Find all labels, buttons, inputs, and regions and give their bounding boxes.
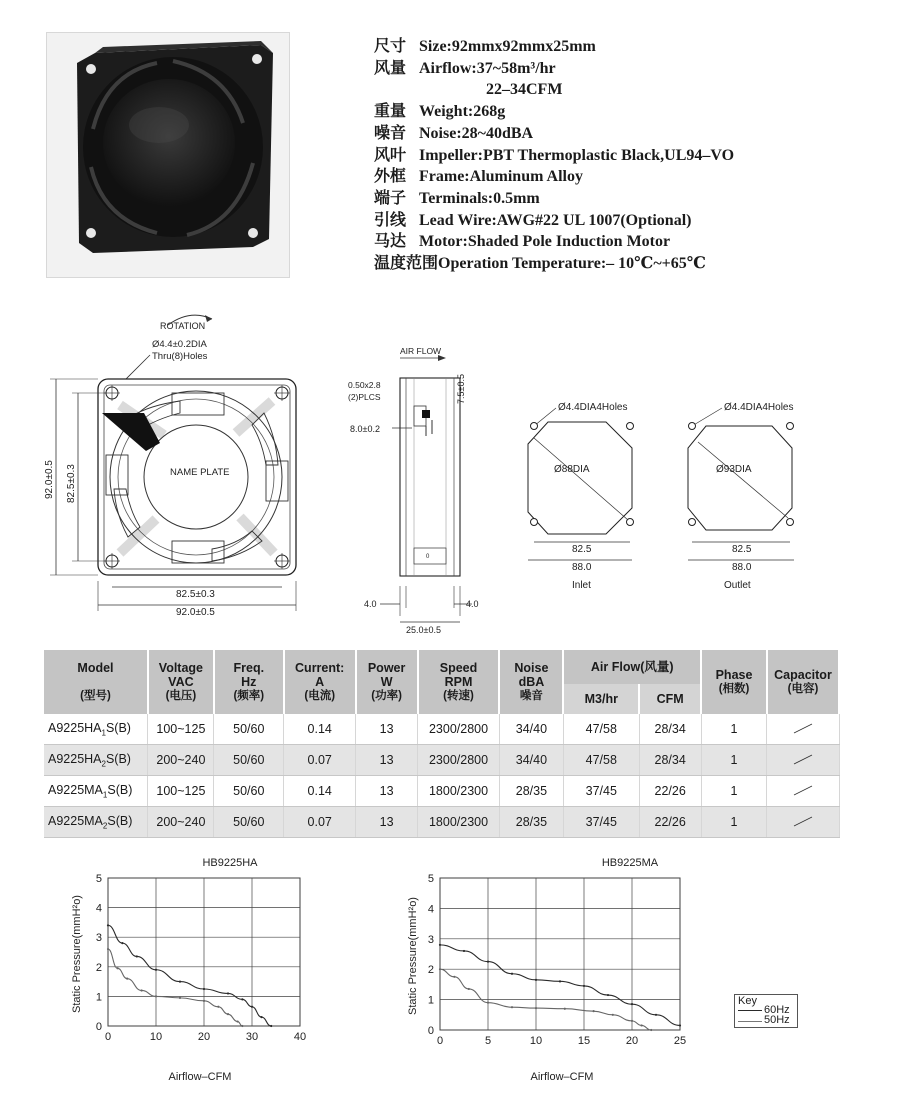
inlet-label: Inlet xyxy=(572,580,591,591)
data-point xyxy=(155,995,157,997)
cell-current: 0.07 xyxy=(284,745,356,776)
cell-m3hr: 37/45 xyxy=(563,807,639,838)
data-point xyxy=(155,969,157,971)
cell-cfm: 22/26 xyxy=(639,807,701,838)
y-tick-label: 4 xyxy=(95,902,102,915)
legend-title: Key xyxy=(738,995,757,1007)
inlet-88-label: 88.0 xyxy=(572,562,592,573)
cell-current: 0.14 xyxy=(284,714,356,745)
cell-noise: 34/40 xyxy=(499,714,563,745)
data-point xyxy=(655,1014,657,1016)
data-point xyxy=(270,1025,272,1027)
header-airflow: Air Flow(风量) xyxy=(563,650,701,684)
spec-temperature: 温度范围Operation Temperature:– 10℃~+65℃ xyxy=(374,255,706,273)
y-tick-label: 0 xyxy=(427,1025,434,1037)
cell-cfm: 28/34 xyxy=(639,714,701,745)
spec-frame: 外框 Frame:Aluminum Alloy xyxy=(374,168,583,186)
data-point xyxy=(251,1006,253,1008)
dim-75: 7.5±0.5 xyxy=(456,374,466,404)
svg-text:0: 0 xyxy=(426,554,430,560)
cell-phase: 1 xyxy=(701,714,767,745)
data-point xyxy=(453,976,455,978)
cell-model: $A9225HA_2S(B)$ xyxy=(44,745,148,776)
cell-phase: 1 xyxy=(701,776,767,807)
chart-title: HB9225HA xyxy=(202,857,258,869)
y-tick-label: 0 xyxy=(95,1021,102,1033)
cell-current: 0.14 xyxy=(284,776,356,807)
data-point xyxy=(241,998,243,1000)
dim-825-horizontal: 82.5±0.3 xyxy=(176,589,215,600)
cell-speed: 2300/2800 xyxy=(418,745,500,776)
chart-hb9225ha xyxy=(60,850,320,1086)
y-tick-label: 5 xyxy=(95,873,102,885)
data-point xyxy=(203,1000,205,1002)
header-power: Power W (功率) xyxy=(356,650,418,714)
y-tick-label: 3 xyxy=(95,932,102,945)
data-point xyxy=(203,988,205,990)
table-row xyxy=(44,745,839,776)
cell-phase: 1 xyxy=(701,807,767,838)
y-tick-label: 5 xyxy=(427,873,434,885)
legend-swatch-60hz xyxy=(738,1010,762,1011)
series-line-60hz xyxy=(440,945,680,1026)
spec-terminals: 端子 Terminals:0.5mm xyxy=(374,189,540,207)
header-noise: Noise dBA 噪音 xyxy=(499,650,563,714)
data-point xyxy=(237,1020,239,1022)
data-point xyxy=(511,1006,513,1008)
spec-noise: 噪音 Noise:28~40dBA xyxy=(374,124,534,142)
data-point xyxy=(141,989,143,991)
x-tick-label: 15 xyxy=(577,1035,591,1047)
terminal-spec-1: 0.50x2.8 xyxy=(348,380,381,390)
cell-speed: 2300/2800 xyxy=(418,714,500,745)
cell-power: 13 xyxy=(356,776,418,807)
data-point xyxy=(583,985,585,987)
data-point xyxy=(607,994,609,996)
cell-m3hr: 47/58 xyxy=(563,714,639,745)
data-point xyxy=(241,1025,243,1027)
cell-m3hr: 47/58 xyxy=(563,745,639,776)
spec-list xyxy=(374,36,874,275)
data-point xyxy=(564,1008,566,1010)
cell-m3hr: 37/45 xyxy=(563,776,639,807)
data-point xyxy=(107,924,109,926)
cell-speed: 1800/2300 xyxy=(418,807,500,838)
cell-voltage: 200~240 xyxy=(148,807,214,838)
x-tick-label: 20 xyxy=(197,1031,211,1043)
data-point xyxy=(117,967,119,969)
front-view-drawing xyxy=(40,305,320,625)
plot-frame xyxy=(440,878,680,1030)
data-point xyxy=(679,1024,681,1026)
rotation-label: ROTATION xyxy=(160,321,206,331)
header-m3hr: M3/hr xyxy=(563,684,639,714)
data-point xyxy=(463,950,465,952)
dash-icon xyxy=(792,815,814,827)
data-point xyxy=(511,973,513,975)
cell-freq: 50/60 xyxy=(214,776,284,807)
side-view-drawing xyxy=(340,340,500,640)
cell-model: $A9225MA_1S(B)$ xyxy=(44,776,148,807)
table-row xyxy=(44,807,839,838)
cell-freq: 50/60 xyxy=(214,714,284,745)
inlet-outlet-drawing xyxy=(510,392,830,602)
outlet-88-label: 88.0 xyxy=(732,562,752,573)
product-photo xyxy=(46,32,290,278)
chart-legend xyxy=(734,994,798,1028)
data-point xyxy=(121,942,123,944)
dash-icon xyxy=(792,784,814,796)
y-tick-label: 2 xyxy=(95,961,102,974)
chart-xlabel: Airflow–CFM xyxy=(168,1071,232,1083)
name-plate-label: NAME PLATE xyxy=(170,467,230,478)
hole-note-line2: Thru(8)Holes xyxy=(152,351,208,362)
x-tick-label: 10 xyxy=(529,1035,543,1047)
outlet-holes-label: Ø4.4DIA4Holes xyxy=(724,402,794,413)
data-point xyxy=(593,1010,595,1012)
header-current: Current: A (电流) xyxy=(284,650,356,714)
x-tick-label: 10 xyxy=(149,1031,163,1043)
cell-capacitor xyxy=(767,745,839,776)
cell-phase: 1 xyxy=(701,745,767,776)
table-row xyxy=(44,776,839,807)
data-point xyxy=(641,1024,643,1026)
data-point xyxy=(535,979,537,981)
cell-cfm: 22/26 xyxy=(639,776,701,807)
chart-xlabel: Airflow–CFM xyxy=(530,1071,594,1083)
y-tick-label: 1 xyxy=(95,991,102,1004)
dim-92-horizontal: 92.0±0.5 xyxy=(176,607,215,618)
data-point xyxy=(179,997,181,999)
cell-cfm: 28/34 xyxy=(639,745,701,776)
spec-table xyxy=(44,650,840,838)
cell-capacitor xyxy=(767,807,839,838)
spec-lead-wire: 引线 Lead Wire:AWG#22 UL 1007(Optional) xyxy=(374,211,692,229)
cell-model: $A9225HA_1S(B)$ xyxy=(44,714,148,745)
data-point xyxy=(631,1003,633,1005)
spec-impeller: 风叶 Impeller:PBT Thermoplastic Black,UL94–VO xyxy=(374,146,735,164)
header-freq: Freq. Hz (频率) xyxy=(214,650,284,714)
header-model: Model (型号) xyxy=(44,650,148,714)
air-flow-label: AIR FLOW xyxy=(400,346,442,356)
inlet-dia-label: Ø88DIA xyxy=(554,464,590,475)
y-tick-label: 2 xyxy=(427,964,434,977)
cell-freq: 50/60 xyxy=(214,745,284,776)
data-point xyxy=(439,944,441,946)
data-point xyxy=(650,1029,652,1031)
spec-airflow: 风量 Airflow:37~58m³/hr xyxy=(374,59,556,77)
cell-power: 13 xyxy=(356,807,418,838)
spec-weight: 重量 Weight:268g xyxy=(374,103,506,121)
cell-speed: 1800/2300 xyxy=(418,776,500,807)
data-point xyxy=(559,980,561,982)
dim-4-right: 4.0 xyxy=(466,599,479,609)
spec-airflow-cfm: 22–34CFM xyxy=(486,81,563,99)
data-point xyxy=(217,1006,219,1008)
header-voltage: Voltage VAC (电压) xyxy=(148,650,214,714)
cell-current: 0.07 xyxy=(284,807,356,838)
spec-motor: 马达 Motor:Shaded Pole Induction Motor xyxy=(374,233,671,251)
inlet-825-label: 82.5 xyxy=(572,544,592,555)
data-point xyxy=(487,961,489,963)
dash-icon xyxy=(792,722,814,734)
cell-voltage: 100~125 xyxy=(148,714,214,745)
legend-label-50hz: 50Hz xyxy=(764,1014,790,1026)
header-phase: Phase (相数) xyxy=(701,650,767,714)
x-tick-label: 5 xyxy=(484,1035,492,1047)
x-tick-label: 25 xyxy=(673,1035,687,1047)
dim-825-vertical: 82.5±0.3 xyxy=(66,464,77,503)
chart-ylabel: Static Pressure(mmH²o) xyxy=(71,895,83,1013)
dim-25: 25.0±0.5 xyxy=(406,625,441,635)
series-line-60hz xyxy=(108,925,271,1026)
cell-freq: 50/60 xyxy=(214,807,284,838)
cell-voltage: 200~240 xyxy=(148,745,214,776)
x-tick-label: 0 xyxy=(436,1035,444,1047)
data-point xyxy=(612,1014,614,1016)
y-tick-label: 1 xyxy=(427,994,434,1007)
cell-power: 13 xyxy=(356,714,418,745)
legend-swatch-50hz xyxy=(738,1021,762,1022)
data-point xyxy=(261,1016,263,1018)
series-line-50hz xyxy=(108,949,242,1026)
fan-photo-graphic xyxy=(47,33,289,277)
data-point xyxy=(136,955,138,957)
hole-note-line1: Ø4.4±0.2DIA xyxy=(152,339,207,350)
cell-noise: 28/35 xyxy=(499,807,563,838)
header-capacitor: Capacitor (电容) xyxy=(767,650,839,714)
data-point xyxy=(631,1020,633,1022)
dash-icon xyxy=(792,753,814,765)
dim-8: 8.0±0.2 xyxy=(350,424,380,434)
data-point xyxy=(535,1007,537,1009)
terminal-spec-2: (2)PLCS xyxy=(348,392,381,402)
header-cfm: CFM xyxy=(639,684,701,714)
spec-size: 尺寸 Size:92mmx92mmx25mm xyxy=(374,38,596,55)
x-tick-label: 20 xyxy=(625,1035,639,1047)
legend-label-60hz: 60Hz xyxy=(764,1004,790,1016)
data-point xyxy=(227,1013,229,1015)
header-speed: Speed RPM (转速) xyxy=(418,650,500,714)
cell-noise: 34/40 xyxy=(499,745,563,776)
y-tick-label: 3 xyxy=(427,933,434,946)
cell-noise: 28/35 xyxy=(499,776,563,807)
cell-model: $A9225MA_2S(B)$ xyxy=(44,807,148,838)
data-point xyxy=(487,1002,489,1004)
x-tick-label: 40 xyxy=(293,1031,307,1043)
inlet-holes-label: Ø4.4DIA4Holes xyxy=(558,402,628,413)
chart-ylabel: Static Pressure(mmH²o) xyxy=(407,897,419,1015)
cell-capacitor xyxy=(767,776,839,807)
cell-power: 13 xyxy=(356,745,418,776)
dim-92-vertical: 92.0±0.5 xyxy=(44,460,55,499)
data-point xyxy=(126,978,128,980)
table-row xyxy=(44,714,839,745)
y-tick-label: 4 xyxy=(427,903,434,916)
data-point xyxy=(227,992,229,994)
data-point xyxy=(107,948,109,950)
chart-title: HB9225MA xyxy=(601,857,659,869)
data-point xyxy=(179,981,181,983)
cell-voltage: 100~125 xyxy=(148,776,214,807)
outlet-label: Outlet xyxy=(724,580,751,591)
cell-capacitor xyxy=(767,714,839,745)
data-point xyxy=(468,988,470,990)
data-point xyxy=(439,968,441,970)
dim-4-left: 4.0 xyxy=(364,599,377,609)
x-tick-label: 0 xyxy=(104,1031,112,1043)
outlet-825-label: 82.5 xyxy=(732,544,752,555)
chart-hb9225ma xyxy=(396,850,696,1086)
x-tick-label: 30 xyxy=(245,1031,259,1043)
outlet-dia-label: Ø93DIA xyxy=(716,464,752,475)
